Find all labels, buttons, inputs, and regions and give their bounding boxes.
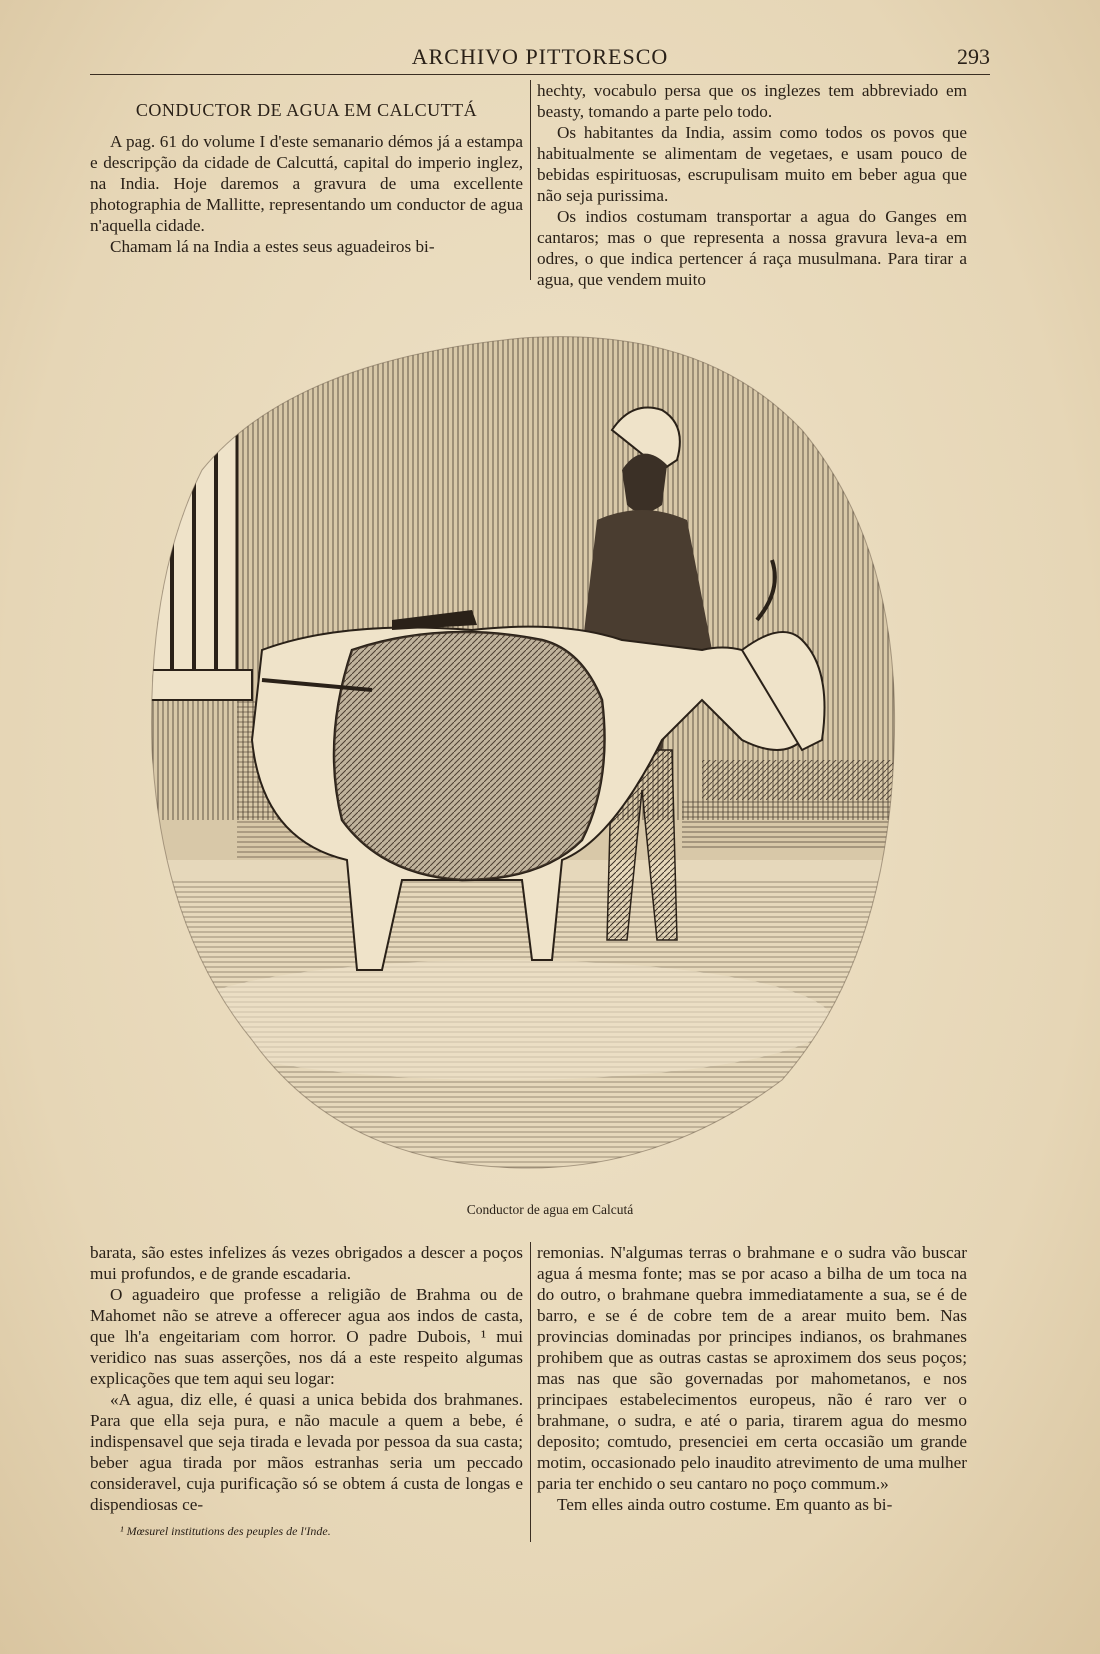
column-left-bottom: [90, 1242, 523, 1542]
figure-caption: Conductor de agua em Calcutá: [466, 1202, 634, 1217]
page-header: [90, 40, 990, 75]
publication-title: ARCHIVO PITTORESCO: [411, 44, 669, 69]
column-divider-top: [530, 80, 531, 280]
paragraph: A pag. 61 do volume I d'este semanario démos já a estampa e descripção da cidade de Calcuttá, capital do imperio inglez, na India. Hoje daremos a gravura de uma excellente photographia de Mallitte, representando um conductor de agua n'aquella cidade.: [90, 132, 523, 235]
paragraph: Os habitantes da India, assim como todos os povos que habitualmente se alimentam de vegetaes, e usam pouco de bebidas espirituosas, escrupulisam muito em beber agua que não seja purissima.: [537, 123, 967, 205]
paragraph: «A agua, diz elle, é quasi a unica bebida dos brahmanes. Para que ella seja pura, e não macule a quem a bebe, é indispensavel que seja tirada e levada por pessoa da sua casta; beber agua tirada por mãos estranhas seria um peccado consideravel, cuja purificação só se obtem á custa de longas e dispendiosas ce-: [90, 1390, 523, 1514]
column-right-top: [537, 80, 967, 290]
footnote: ¹ Mœsurel institutions des peuples de l'Inde.: [120, 1524, 331, 1538]
paragraph: Tem elles ainda outro costume. Em quanto as bi-: [557, 1495, 893, 1514]
paragraph: Chamam lá na India a estes seus aguadeiros bi-: [110, 237, 435, 256]
paragraph: barata, são estes infelizes ás vezes obrigados a descer a poços mui profundos, e de grande escadaria.: [90, 1243, 523, 1283]
column-divider-bottom: [530, 1242, 531, 1542]
column-left-top: [90, 78, 523, 257]
paragraph: O aguadeiro que professe a religião de Brahma ou de Mahomet não se atreve a offerecer agua aos indos de casta, que lh'a engeitariam com horror. O padre Dubois, ¹ mui veridico nas suas asserções, nos dá a este respeito algumas explicações que tem aqui seu logar:: [90, 1285, 523, 1388]
paragraph: Os indios costumam transportar a agua do Ganges em cantaros; mas o que representa a nossa gravura leva-a em odres, o que indica pertencer á raça musulmana. Para tirar a agua, que vendem muito: [537, 207, 967, 289]
engraving-illustration: [142, 320, 908, 1172]
paragraph: remonias. N'algumas terras o brahmane e o sudra vão buscar agua á mesma fonte; mas se por acaso a bilha de um toca na do outro, o brahmane quebra immediatamente a sua, se é de barro, e se é de cobre tem de a arear muito bem. Nas provincias dominadas por principes indianos, os brahmanes prohibem que as outras castas se aproximem dos seus poços; mas nas que são governadas por mahometanos, e nos principaes estabelecimentos europeus, não é raro ver o brahmane, o sudra, e até o paria, tirarem agua do mesmo deposito; comtudo, presenciei em certa occasião um grande motim, occasionado pelo inaudito atrevimento de uma mulher paria ter enchido o seu cantaro no poço commum.»: [537, 1243, 967, 1493]
article-title: CONDUCTOR DE AGUA EM CALCUTTÁ: [135, 100, 478, 120]
paragraph: hechty, vocabulo persa que os inglezes tem abbreviado em beasty, tomando a parte pelo todo.: [537, 81, 967, 121]
page-number: 293: [957, 44, 990, 69]
column-right-bottom: [537, 1242, 967, 1515]
